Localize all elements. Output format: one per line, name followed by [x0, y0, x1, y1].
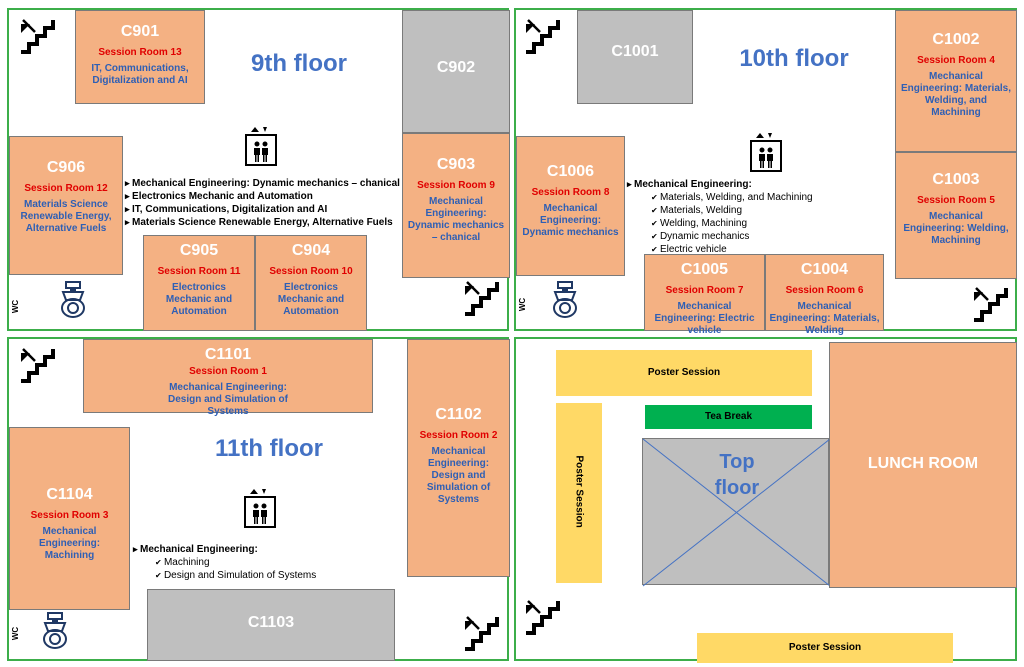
room-code: C903 — [436, 156, 476, 173]
floor-title: 9th floor — [251, 50, 347, 77]
room-code: C901 — [120, 23, 160, 40]
list-item: ▸ Materials Science Renewable Energy, Alternative Fuels — [125, 216, 405, 229]
room-c905[interactable] — [143, 235, 255, 331]
stairs-icon — [526, 599, 562, 639]
room-code: C1005 — [680, 261, 729, 278]
room-c1101[interactable] — [83, 339, 373, 417]
tea-break-label: Tea Break — [704, 411, 753, 422]
list-item: ✔ Dynamic mechanics — [651, 230, 847, 243]
room-c1104[interactable] — [9, 427, 130, 610]
session-topic: Electronics Mechanic and Automation — [165, 282, 233, 317]
room-c1004[interactable] — [765, 254, 884, 336]
room-c902[interactable] — [402, 10, 510, 133]
wc-label: WC — [518, 297, 528, 312]
top-floor-panel — [514, 337, 1017, 661]
session-label: Session Room 8 — [531, 187, 610, 198]
room-code: C1103 — [247, 614, 295, 631]
session-topic: Mechanical Engineering: Electric vehicle — [654, 301, 755, 336]
room-c906[interactable] — [9, 136, 123, 275]
poster-session-area[interactable] — [556, 350, 812, 396]
session-label: Session Room 7 — [665, 285, 744, 296]
room-c1001[interactable] — [577, 10, 693, 104]
list-item: ✔ Welding, Machining — [651, 217, 847, 230]
stairs-icon — [21, 347, 57, 387]
session-topic: IT, Communications, Digitalization and AI — [91, 63, 189, 86]
room-code: C1002 — [932, 31, 980, 48]
top-floor-core — [642, 438, 829, 585]
session-topic: Mechanical Engineering: Dynamic mechanics – chanical — [407, 196, 505, 243]
session-label: Session Room 12 — [24, 183, 108, 194]
session-topic: Mechanical Engineering: Design and Simulation of Systems — [167, 382, 288, 417]
session-list — [627, 178, 847, 256]
stairs-icon — [974, 286, 1010, 326]
elevator-icon — [751, 141, 781, 171]
session-list — [125, 177, 405, 229]
session-label: Session Room 2 — [419, 430, 498, 441]
session-label: Session Room 4 — [917, 55, 995, 66]
session-topic: Materials Science Renewable Energy, Alternative Fuels — [20, 199, 112, 234]
session-topic: Mechanical Engineering: Materials, Welding — [769, 301, 880, 336]
room-c1102[interactable] — [407, 339, 510, 577]
session-topic: Mechanical Engineering: Dynamic mechanics — [522, 203, 619, 238]
toilet-icon — [58, 282, 88, 322]
room-c1005[interactable] — [644, 254, 765, 336]
room-code: C1102 — [435, 406, 482, 423]
room-c1003[interactable] — [895, 152, 1017, 279]
room-code: C1004 — [800, 261, 849, 278]
session-topic: Mechanical Engineering: Machining — [38, 526, 101, 561]
list-item: ✔ Materials, Welding, and Machining — [651, 191, 847, 204]
session-label: Session Room 13 — [98, 47, 182, 58]
room-code: C1003 — [932, 171, 980, 188]
poster-session-label: Poster Session — [573, 455, 585, 528]
list-item: ✔ Machining — [155, 556, 363, 569]
stairs-icon — [465, 280, 501, 320]
room-code: C906 — [46, 159, 86, 176]
session-label: Session Room 6 — [785, 285, 864, 296]
session-label: Session Room 10 — [269, 266, 353, 277]
list-item: ▸ Mechanical Engineering: Dynamic mechanics – chanical — [125, 177, 405, 190]
poster-session-label: Poster Session — [647, 367, 721, 378]
session-topic: Electronics Mechanic and Automation — [277, 282, 345, 317]
floor-title: Top floor — [714, 451, 760, 499]
room-c1006[interactable] — [516, 136, 625, 276]
session-label: Session Room 1 — [189, 366, 267, 377]
session-label: Session Room 5 — [917, 195, 995, 206]
floor-11-panel — [7, 337, 509, 661]
list-item: ▸ IT, Communications, Digitalization and AI — [125, 203, 405, 216]
stairs-icon — [526, 18, 562, 58]
room-code: C1101 — [204, 346, 252, 363]
room-code: C902 — [436, 59, 476, 76]
room-c904[interactable] — [255, 235, 367, 331]
list-item: ✔ Materials, Welding — [651, 204, 847, 217]
elevator-icon — [245, 497, 275, 527]
room-code: C905 — [179, 242, 219, 259]
list-heading: ▸ Mechanical Engineering: — [133, 543, 363, 556]
session-label: Session Room 3 — [30, 510, 109, 521]
toilet-icon — [550, 282, 580, 322]
lunch-room[interactable] — [829, 342, 1017, 588]
wc-label: WC — [11, 299, 21, 314]
toilet-icon — [40, 613, 70, 653]
session-topic: Mechanical Engineering: Design and Simulation of Systems — [426, 446, 491, 505]
wc-label: WC — [11, 626, 21, 641]
poster-session-area[interactable] — [697, 633, 953, 663]
room-c1103[interactable] — [147, 589, 395, 661]
poster-session-label: Poster Session — [788, 642, 862, 653]
room-c1002[interactable] — [895, 10, 1017, 152]
room-code: C904 — [291, 242, 331, 259]
session-label: Session Room 9 — [417, 180, 495, 191]
floor-9-panel — [7, 8, 509, 331]
list-item: ✔ Design and Simulation of Systems — [155, 569, 363, 582]
room-code: C1006 — [546, 163, 595, 180]
poster-session-area[interactable] — [556, 403, 602, 583]
room-code: C1001 — [611, 43, 659, 60]
tea-break-area[interactable] — [645, 405, 812, 429]
stairs-icon — [21, 18, 57, 58]
list-item: ✔ Electric vehicle — [651, 243, 847, 256]
room-code: C1104 — [46, 486, 93, 503]
floor-10-panel — [514, 8, 1017, 336]
list-heading: ▸ Mechanical Engineering: — [627, 178, 847, 191]
session-label: Session Room 11 — [157, 266, 241, 277]
floor-title: 11th floor — [214, 435, 323, 462]
stairs-icon — [465, 615, 501, 655]
room-c903[interactable] — [402, 133, 510, 278]
session-topic: Mechanical Engineering: Welding, Machining — [903, 211, 1009, 246]
list-item: ▸ Electronics Mechanic and Automation — [125, 190, 405, 203]
room-c901[interactable] — [75, 10, 205, 104]
floor-title: 10th floor — [739, 45, 849, 72]
session-list — [133, 543, 363, 582]
session-topic: Mechanical Engineering: Materials, Welding, and Machining — [900, 71, 1012, 118]
lunch-room-label: LUNCH ROOM — [867, 455, 979, 472]
elevator-icon — [246, 135, 276, 165]
